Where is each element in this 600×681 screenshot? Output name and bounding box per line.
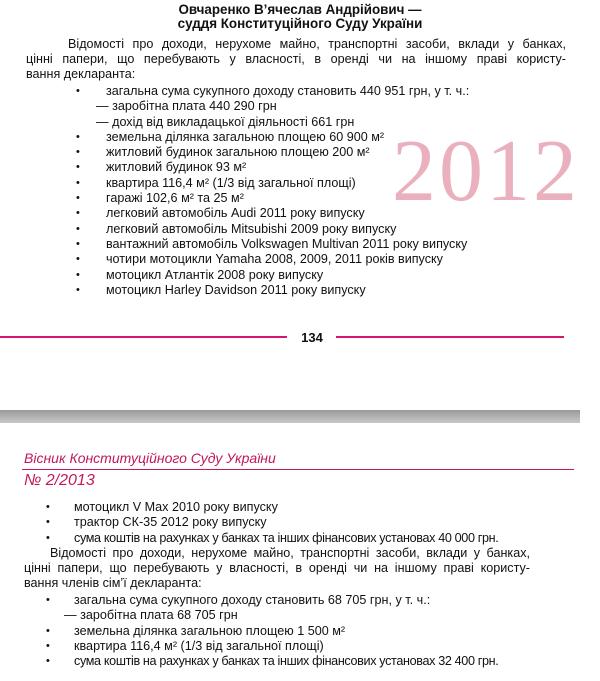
- list-item: • гаражі 102,6 м² та 25 м²: [76, 191, 244, 206]
- family-assets-list: [0, 593, 600, 669]
- list-item: • загальна сума сукупного доходу становить 68 705 грн, у т. ч.:: [46, 593, 431, 607]
- family-intro-paragraph: [24, 546, 530, 592]
- journal-header-rule: [22, 469, 574, 470]
- list-item: • мотоцикл Harley Davidson 2011 року випуску: [76, 282, 366, 297]
- list-item: • вантажний автомобіль Volkswagen Multivan 2011 року випуску: [76, 236, 468, 251]
- list-item: • легковий автомобіль Audi 2011 року випуску: [76, 206, 365, 221]
- page-number: 134: [301, 330, 323, 345]
- list-item: — дохід від викладацької діяльності 661 грн: [96, 114, 355, 129]
- list-item: — заробітна плата 440 290 грн: [96, 99, 277, 114]
- list-item: • чотири мотоцикли Yamaha 2008, 2009, 2011 років випуску: [76, 252, 443, 267]
- page-rule-left: [0, 336, 287, 338]
- bullet-icon: •: [76, 268, 80, 281]
- intro-line: цінні папери, що перебувають у власності, в оренді чи на іншому праві користу-: [26, 52, 566, 67]
- list-item: — заробітна плата 68 705 грн: [64, 608, 238, 623]
- list-item: • земельна ділянка загальною площею 1 500 м²: [46, 623, 346, 638]
- page-rule-right: [336, 336, 564, 338]
- judge-title-heading: суддя Конституційного Суду України: [177, 16, 423, 31]
- issue-number: № 2/2013: [24, 472, 95, 489]
- page-gap-margin: [580, 410, 600, 440]
- document-page-bottom: [0, 440, 600, 681]
- bullet-icon: •: [46, 639, 50, 652]
- page-gap-blank: [0, 423, 580, 440]
- intro-line: цінні папери, що перебувають у власності, в оренді чи на іншому праві користу-: [24, 561, 530, 576]
- bullet-icon: •: [76, 192, 80, 205]
- list-item: • житловий будинок 93 м²: [76, 160, 247, 175]
- judge-name-heading: Овчаренко В’ячеслав Андрійович —: [178, 2, 422, 17]
- list-item: • квартира 116,4 м² (1/3 від загальної площі): [46, 638, 324, 653]
- list-item: • мотоцикл Атлантік 2008 року випуску: [76, 267, 324, 282]
- declarant-assets-list-continued: [0, 500, 600, 546]
- bullet-icon: •: [76, 176, 80, 189]
- bullet-icon: •: [46, 531, 50, 544]
- intro-line: вання декларанта:: [26, 67, 136, 82]
- list-item: • квартира 116,4 м² (1/3 від загальної площі): [76, 175, 356, 190]
- bullet-icon: •: [46, 594, 50, 606]
- bullet-icon: •: [46, 516, 50, 529]
- list-item: • трактор СК-35 2012 року випуску: [46, 515, 267, 530]
- year-watermark-stamp: 2012: [392, 123, 580, 220]
- intro-line: Відомості про доходи, нерухоме майно, транспортні засоби, вклади у банках,: [50, 546, 530, 560]
- list-item: • земельна ділянка загальною площею 60 900 м²: [76, 129, 385, 144]
- bullet-icon: •: [76, 207, 80, 220]
- list-item: • легковий автомобіль Mitsubishi 2009 року випуску: [76, 221, 397, 236]
- bullet-icon: •: [76, 222, 80, 235]
- list-item: • загальна сума сукупного доходу становить 440 951 грн, у т. ч.:: [76, 84, 470, 98]
- list-item: • сума коштів на рахунках у банках та інших фінансових установах 32 400 грн.: [46, 654, 499, 669]
- bullet-icon: •: [76, 85, 80, 97]
- intro-line: Відомості про доходи, нерухоме майно, транспортні засоби, вклади у банках,: [68, 37, 566, 51]
- bullet-icon: •: [46, 501, 50, 513]
- journal-title: Вісник Конституційного Суду України: [24, 450, 276, 466]
- bullet-icon: •: [76, 253, 80, 266]
- bullet-icon: •: [76, 283, 80, 296]
- bullet-icon: •: [76, 237, 80, 250]
- declarant-intro-paragraph: [26, 37, 566, 83]
- list-item: • мотоцикл V Max 2010 року випуску: [46, 500, 278, 514]
- list-item: • житловий будинок загальною площею 200 м²: [76, 145, 370, 160]
- bullet-icon: •: [46, 655, 50, 668]
- bullet-icon: •: [76, 146, 80, 159]
- bullet-icon: •: [46, 624, 50, 637]
- page-gap-shadow: [0, 410, 580, 423]
- bullet-icon: •: [76, 161, 80, 174]
- intro-line: вання членів сім’ї декларанта:: [24, 576, 202, 591]
- list-item: • сума коштів на рахунках у банках та інших фінансових установах 40 000 грн.: [46, 530, 499, 545]
- bullet-icon: •: [76, 130, 80, 143]
